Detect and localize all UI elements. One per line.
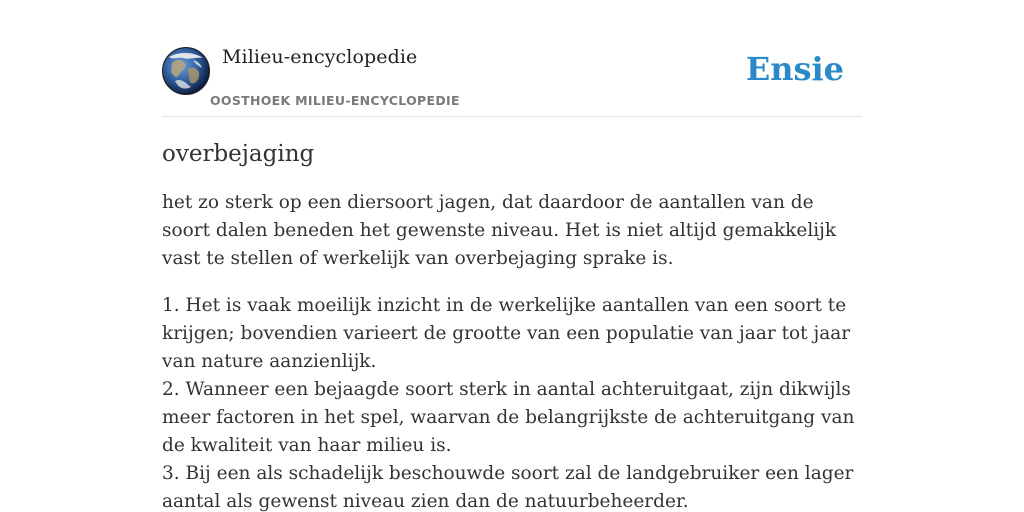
header bbox=[162, 40, 862, 117]
site-title-link[interactable]: Milieu-encyclopedie bbox=[222, 46, 418, 68]
earth-globe-icon[interactable] bbox=[162, 47, 210, 95]
entry-content bbox=[162, 138, 862, 512]
site-subtitle: OOSTHOEK MILIEU-ENCYCLOPEDIE bbox=[210, 93, 460, 108]
note-item: 1. Het is vaak moeilijk inzicht in de werkelijke aantallen van een soort te krijgen; bovendien varieert de grootte van een populatie van jaar tot jaar van nature aanzienlijk. bbox=[162, 295, 851, 372]
note-item: 3. Bij een als schadelijk beschouwde soort zal de landgebruiker een lager aantal als gewenst niveau zien dan de natuurbeheerder. bbox=[162, 463, 854, 512]
entry-notes bbox=[162, 292, 862, 512]
brand-logo-link[interactable]: Ensie bbox=[745, 50, 844, 88]
entry-term: overbejaging bbox=[162, 141, 315, 167]
entry-definition: het zo sterk op een diersoort jagen, dat daardoor de aantallen van de soort dalen beneden het gewenste niveau. Het is niet altijd gemakkelijk vast te stellen of werkelijk van overbejaging sprake is. bbox=[162, 192, 837, 269]
note-item: 2. Wanneer een bejaagde soort sterk in aantal achteruitgaat, zijn dikwijls meer factoren in het spel, waarvan de belangrijkste de achteruitgang van de kwaliteit van haar milieu is. bbox=[162, 379, 855, 456]
